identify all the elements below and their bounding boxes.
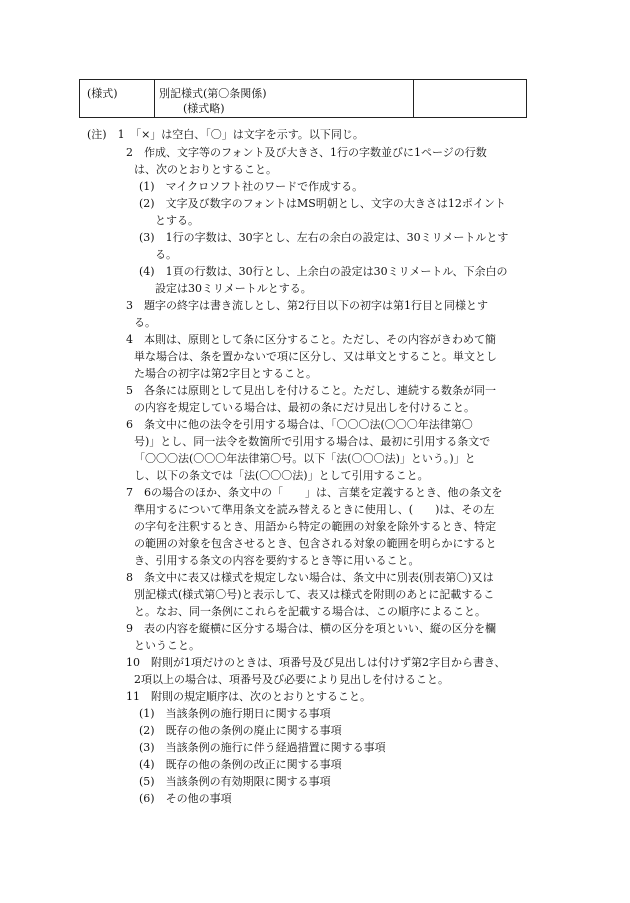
note-line: (4) 1頁の行数は、30行とし、上余白の設定は30ミリメートル、下余白の [139,265,508,278]
note-line: (2) 文字及び数字のフォントはMS明朝とし、文字の大きさは12ポイント [139,197,506,210]
note-line: 10 附則が1項だけのときは、項番号及び見出しは付けず第2字目から書き、 [126,656,506,669]
note-line: し、以下の条文では「法(〇〇〇法)」として引用すること。 [134,469,429,482]
table-label: (様式) [87,87,118,100]
note-line: 9 表の内容を縦横に区分する場合は、横の区分を項といい、縦の区分を欄 [126,622,496,635]
note-line: 単な場合は、条を置かないで項に区分し、又は単文とすること。単文とし [134,350,497,363]
note-line: の内容を規定している場合は、最初の条にだけ見出しを付けること。 [134,401,475,414]
note-line: 3 題字の終字は書き流しとし、第2行目以下の初字は第1行目と同様とす [126,299,488,312]
note-line: 4 本則は、原則として条に区分すること。ただし、その内容がきわめて簡 [126,333,496,346]
note-line: 設定は30ミリメートルとする。 [155,282,312,295]
note-line: (1) 当該条例の施行期日に関する事項 [139,707,331,720]
table-divider-1 [154,80,155,117]
note-line: た場合の初字は第2字目とすること。 [134,367,317,380]
note-line: る。 [155,248,177,261]
note-line: 2 作成、文字等のフォント及び大きさ、1行の字数並びに1ページの行数 [126,146,487,159]
note-line: 2項以上の場合は、項番号及び必要により見出しを付けること。 [134,673,449,686]
note-line: 11 附則の規定順序は、次のとおりとすること。 [126,690,371,703]
note-line: (3) 当該条例の施行に伴う経過措置に関する事項 [139,741,386,754]
format-table [79,79,527,118]
note-line: (1) マイクロソフト社のワードで作成する。 [139,180,364,193]
note-line: (3) 1行の字数は、30字とし、左右の余白の設定は、30ミリメートルとす [139,231,509,244]
note-line: とする。 [155,214,199,227]
table-border-left [79,80,80,117]
note-line: き、引用する条文の内容を要約するとき等に用いること。 [134,554,420,567]
note-line: (注) 1 「×」は空白、「〇」は文字を示す。以下同じ。 [87,128,364,141]
note-line: と。なお、同一条例にこれらを記載する場合は、この順序によること。 [134,605,486,618]
note-line: の字句を注釈するとき、用語から特定の範囲の対象を除外するとき、特定 [134,520,497,533]
table-divider-2 [413,80,414,117]
note-line: は、次のとおりとすること。 [134,163,277,176]
note-line: (2) 既存の他の条例の廃止に関する事項 [139,724,342,737]
table-content-line1: 別記様式(第〇条関係) [159,87,267,100]
note-line: 別記様式(様式第〇号)と表示して、表又は様式を附則のあとに記載するこ [134,588,495,601]
table-content-line2: (様式略) [183,102,225,115]
note-line: の範囲の対象を包含させるとき、包含される対象の範囲を明らかにすると [134,537,497,550]
note-line: 「〇〇〇法(〇〇〇年法律第〇号。以下「法(〇〇〇法)」という。)」と [134,452,476,465]
note-line: ということ。 [134,639,200,652]
note-line: (5) 当該条例の有効期限に関する事項 [139,775,331,788]
note-line: る。 [134,316,156,329]
note-line: 7 6の場合のほか、条文中の「 」は、言葉を定義するとき、他の条文を [126,486,503,499]
note-line: 6 条文中に他の法令を引用する場合は、「〇〇〇法(〇〇〇年法律第〇 [126,418,473,431]
note-line: 号)」とし、同一法令を数箇所で引用する場合は、最初に引用する条文で [134,435,491,448]
table-border-right [526,80,527,117]
note-line: (6) その他の事項 [139,792,232,805]
note-line: 準用するについて準用条文を読み替えるときに使用し、( )は、その左 [134,503,495,516]
note-line: (4) 既存の他の条例の改正に関する事項 [139,758,342,771]
note-line: 5 各条には原則として見出しを付けること。ただし、連続する数条が同一 [126,384,496,397]
note-line: 8 条文中に表又は様式を規定しない場合は、条文中に別表(別表第〇)又は [126,571,494,584]
